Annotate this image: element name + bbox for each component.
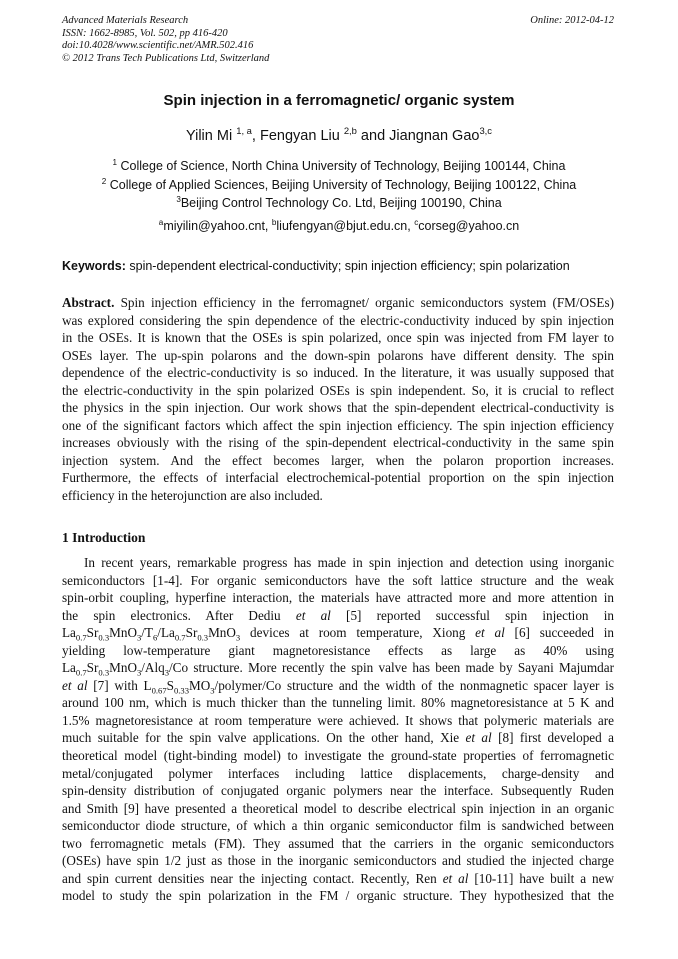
affiliation-2 — [0, 178, 678, 192]
author-3-mark: 3,c — [479, 125, 493, 137]
subscript: 3 — [235, 632, 241, 642]
email-mark: a — [158, 217, 164, 227]
formula-run: La — [62, 625, 76, 641]
formula-run: /T — [141, 625, 153, 641]
keywords — [62, 259, 614, 273]
text-run: [8] first developed a — [491, 730, 614, 746]
formula-run: Sr — [185, 625, 198, 641]
body-line: In recent years, remarkable progress has made in spin injection and detection using inorganic — [84, 555, 614, 570]
affiliation-text: Beijing Control Technology Co. Ltd, Beijing 100190, China — [180, 196, 502, 210]
abstract-line — [62, 294, 614, 312]
text-run: /polymer/Co structure and the width of the nonmagnetic spacer layer is — [214, 677, 614, 693]
abstract-line: the physics in the spin injection. Our work shows that the spin-dependent electrical-conductivity is — [62, 400, 614, 416]
abstract-line: was explored considering the spin dependence of the electric-conductivity induced by spin injection — [62, 312, 614, 328]
et-al: et al — [295, 607, 331, 623]
formula-run: MnO — [208, 625, 236, 641]
body-line — [62, 870, 614, 888]
abstract-line: increases obviously with the rising of the spin-dependent electrical-conductivity in the same spin — [62, 435, 614, 451]
affiliation-3 — [0, 196, 678, 210]
formula-run: /La — [157, 625, 175, 641]
body-line: 1.5% magnetoresistance at room temperature were achieved. It shows that polymeric materials are — [62, 712, 614, 728]
copyright-line: © 2012 Trans Tech Publications Ltd, Switzerland — [62, 52, 270, 64]
text-run: [5] reported successful spin injection in — [330, 607, 614, 623]
subscript: 3 — [136, 632, 142, 642]
body-line — [62, 677, 614, 695]
affiliation-text: College of Applied Sciences, Beijing University of Technology, Beijing 100122, China — [106, 178, 577, 192]
body-line — [62, 624, 614, 642]
text-run: [10-11] have built a new — [468, 870, 614, 886]
abstract-line: in the OSEs. It is known that the OSEs is spin polarized, once spin was injected from FM layer to — [62, 330, 614, 346]
subscript: 0.3 — [98, 667, 110, 677]
author-list — [0, 125, 678, 144]
abstract-line: efficiency in the heterojunction are also included. — [62, 488, 323, 504]
doi-line: doi:10.4028/www.scientific.net/AMR.502.416 — [62, 40, 254, 51]
formula-run: MO — [189, 677, 211, 693]
body-line: semiconductor diode structure, of which a thin organic semiconductor film is sandwiched between — [62, 818, 614, 834]
subscript: 0.3 — [98, 632, 110, 642]
body-line: model to study the spin polarization in the FM / organic structure. They hypothesized that the — [62, 888, 614, 904]
formula-run: S — [166, 677, 174, 693]
subscript: 0.67 — [151, 685, 167, 695]
affiliation-text: College of Science, North China University of Technology, Beijing 100144, China — [117, 159, 566, 173]
subscript: 0.7 — [75, 632, 87, 642]
email-list — [0, 219, 678, 233]
et-al: et al — [465, 730, 492, 746]
text-run: /Co structure. More recently the spin valve has been made by Sayani Majumdar — [169, 660, 614, 676]
formula-run: MnO — [109, 660, 137, 676]
email-mark: c — [414, 217, 419, 227]
author-2-mark: 2,b — [343, 125, 357, 137]
text-run: the spin electronics. After Dediu — [62, 607, 296, 623]
subscript: 0.3 — [197, 632, 209, 642]
subscript: 3 — [164, 667, 170, 677]
text-run: and spin current densities near the injecting contact. Recently, Ren — [62, 870, 443, 886]
keywords-label: Keywords: — [62, 259, 126, 273]
body-line: metal/conjugated polymer interfaces including lattice displacements, charge-density and — [62, 765, 614, 781]
subscript: 6 — [153, 632, 158, 642]
email-mark: b — [271, 217, 277, 227]
body-line: semiconductors [1-4]. For organic semiconductors have the soft lattice structure and the weak — [62, 572, 614, 588]
email-b: liufengyan@bjut.edu.cn, — [276, 219, 415, 233]
abstract — [62, 294, 614, 505]
body-line: spin-orbit coupling, hyperfine interaction, the materials have attracted more and more attention in — [62, 590, 614, 606]
subscript: 0.7 — [75, 667, 87, 677]
body-line — [62, 659, 614, 677]
affiliation-mark: 3 — [176, 194, 181, 204]
affiliation-mark: 2 — [101, 176, 107, 186]
affiliation-1 — [0, 159, 678, 173]
subscript: 0.7 — [174, 632, 186, 642]
et-al: et al — [442, 870, 469, 886]
author-separator: and — [356, 128, 390, 144]
introduction-body — [62, 554, 614, 905]
author-1: Yilin Mi — [185, 128, 233, 144]
subscript: 3 — [210, 685, 215, 695]
page-header — [62, 15, 614, 65]
formula-run: /Alq — [141, 660, 165, 676]
abstract-line: one of the significant factors which affect the spin injection efficiency. The spin injection efficiency — [62, 417, 614, 433]
text-run: much suitable for the spin valve applications. On the other hand, Xie — [62, 730, 466, 746]
journal-name: Advanced Materials Research — [62, 15, 189, 26]
affiliation-mark: 1 — [112, 157, 118, 167]
body-line: spin-density distribution of conjugated organic polymers near the interface. Subsequently Ruden — [62, 783, 614, 799]
abstract-label: Abstract. — [62, 295, 115, 310]
author-1-mark: 1, a — [236, 125, 252, 137]
body-line — [62, 729, 614, 747]
body-line: around 100 nm, which is much thicker than the tunneling limit. 80% magnetoresistance at 5 K and — [62, 695, 614, 711]
subscript: 3 — [136, 667, 142, 677]
body-line: and Smith [9] have presented a theoretical model to describe electrical spin injection in an organic — [62, 800, 614, 816]
abstract-line: dependence of the electric-conductivity is so induced. In the literature, it was usually supposed that — [62, 365, 614, 381]
formula-run: La — [62, 660, 76, 676]
email-a: miyilin@yahoo.cnt, — [163, 219, 272, 233]
body-line: theoretical model (tight-binding model) to investigate the ground-state properties of ferromagnetic — [62, 748, 614, 764]
et-al: et al — [475, 625, 505, 641]
author-3: Jiangnan Gao — [389, 128, 480, 144]
text-run: [7] with L — [87, 677, 152, 693]
paper-title: Spin injection in a ferromagnetic/ organic system — [163, 92, 515, 109]
issn-line: ISSN: 1662-8985, Vol. 502, pp 416-420 — [62, 27, 228, 39]
online-date: Online: 2012-04-12 — [530, 15, 614, 26]
body-line: (OSEs) have spin 1/2 just as those in the inorganic semiconductors and studied the injected charge — [62, 853, 614, 869]
abstract-line: injection system. And the effect becomes larger, when the polaron proportion increases. — [62, 452, 614, 468]
abstract-text: Spin injection efficiency in the ferromagnet/ organic semiconductors system (FM/OSEs) — [114, 295, 614, 310]
keywords-text: spin-dependent electrical-conductivity; spin injection efficiency; spin polarization — [125, 259, 570, 273]
body-line — [62, 607, 614, 625]
email-c: corseg@yahoo.cn — [418, 219, 520, 233]
abstract-line: the electric-conductivity in the spin polarized OSEs is spin independent. So, it is crucial to reflect — [62, 382, 614, 398]
formula-run: Sr — [86, 660, 99, 676]
section-heading: 1 Introduction — [62, 530, 146, 545]
subscript: 0.33 — [173, 685, 189, 695]
author-separator: , — [251, 128, 260, 144]
author-2: Fengyan Liu — [259, 128, 340, 144]
abstract-line: Furthermore, the effects of interfacial electrochemical-potential proportion on the spin injection — [62, 470, 614, 486]
formula-run: Sr — [86, 625, 99, 641]
body-line: yielding low-temperature giant magnetoresistance effects as large as 40% using — [62, 642, 614, 658]
abstract-line: OSEs layer. The up-spin polarons and the down-spin polarons have different density. The spin — [62, 347, 614, 363]
text-run: [6] succeeded in — [504, 625, 614, 641]
text-run: devices at room temperature, Xiong — [240, 625, 476, 641]
et-al: et al — [62, 677, 88, 693]
formula-run: MnO — [109, 625, 137, 641]
body-line: two ferromagnetic metals (FM). They assumed that the carriers in the organic semiconductors — [62, 835, 614, 851]
